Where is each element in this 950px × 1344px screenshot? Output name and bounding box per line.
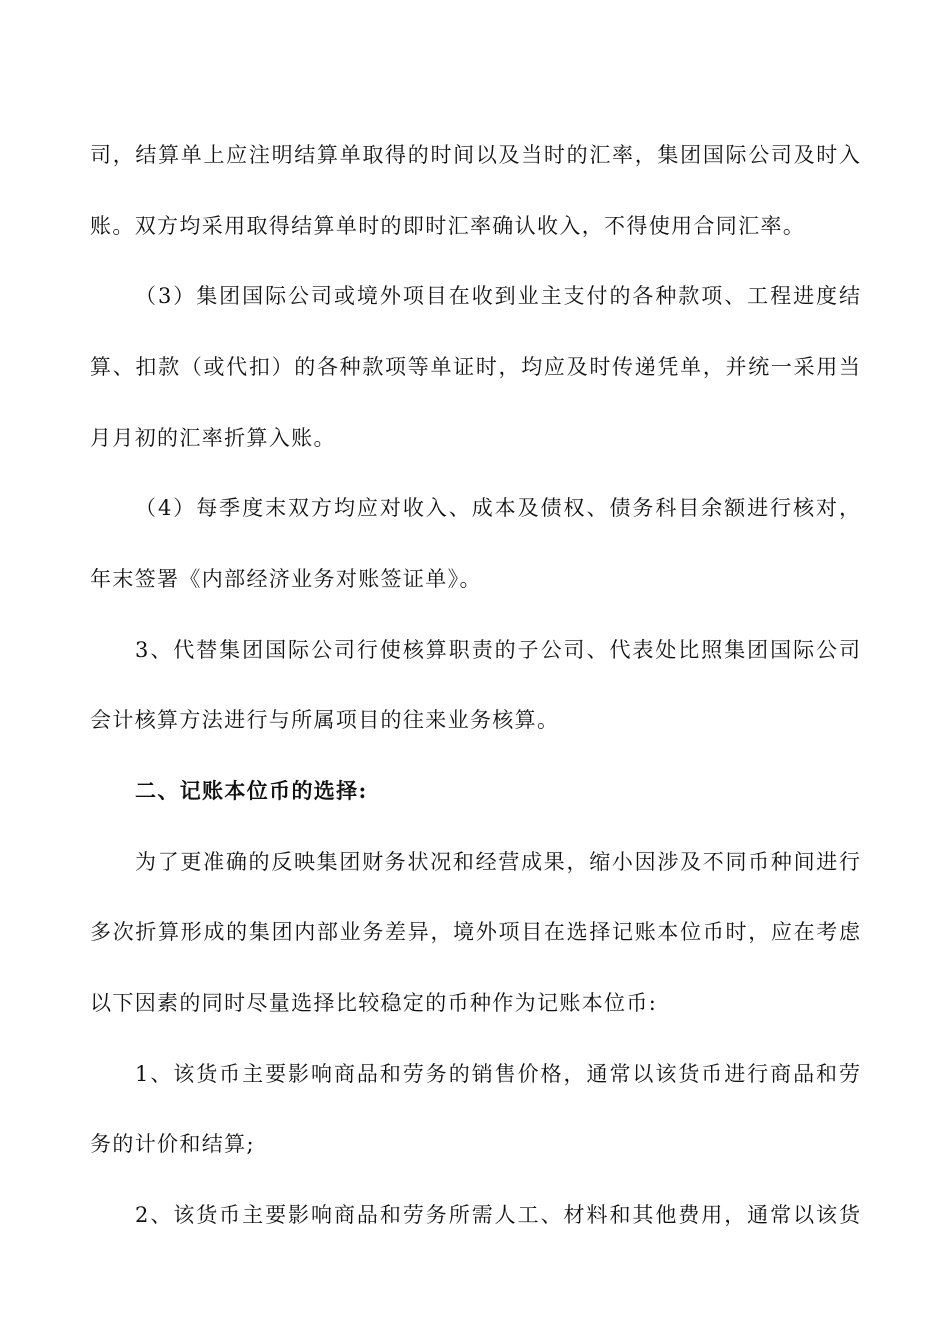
paragraph-line: （4）每季度末双方均应对收入、成本及债权、债务科目余额进行核对， — [135, 496, 860, 520]
paragraph-line: 算、扣款（或代扣）的各种款项等单证时，均应及时传递凭单，并统一采用当 — [90, 355, 860, 379]
paragraph-line: 账。双方均采用取得结算单时的即时汇率确认收入，不得使用合同汇率。 — [90, 214, 806, 238]
paragraph-line: 月月初的汇率折算入账。 — [90, 426, 336, 450]
paragraph-line: 为了更准确的反映集团财务状况和经营成果，缩小因涉及不同币种间进行 — [135, 850, 860, 874]
paragraph-line: 2、该货币主要影响商品和劳务所需人工、材料和其他费用，通常以该货 — [135, 1203, 860, 1227]
paragraph-line: 3、代替集团国际公司行使核算职责的子公司、代表处比照集团国际公司 — [135, 638, 860, 662]
paragraph-line: 年末签署《内部经济业务对账签证单》。 — [90, 567, 482, 591]
paragraph-line: （3）集团国际公司或境外项目在收到业主支付的各种款项、工程进度结 — [135, 284, 860, 308]
paragraph-line: 会计核算方法进行与所属项目的往来业务核算。 — [90, 708, 560, 732]
paragraph-line: 司，结算单上应注明结算单取得的时间以及当时的汇率，集团国际公司及时入 — [90, 143, 860, 167]
paragraph-line: 务的计价和结算; — [90, 1132, 255, 1156]
paragraph-line: 以下因素的同时尽量选择比较稳定的币种作为记账本位币: — [90, 991, 658, 1015]
paragraph-line: 多次折算形成的集团内部业务差异，境外项目在选择记账本位币时，应在考虑 — [90, 920, 860, 944]
section-heading: 二、记账本位币的选择: — [135, 778, 368, 803]
paragraph-line: 1、该货币主要影响商品和劳务的销售价格，通常以该货币进行商品和劳 — [135, 1062, 860, 1086]
